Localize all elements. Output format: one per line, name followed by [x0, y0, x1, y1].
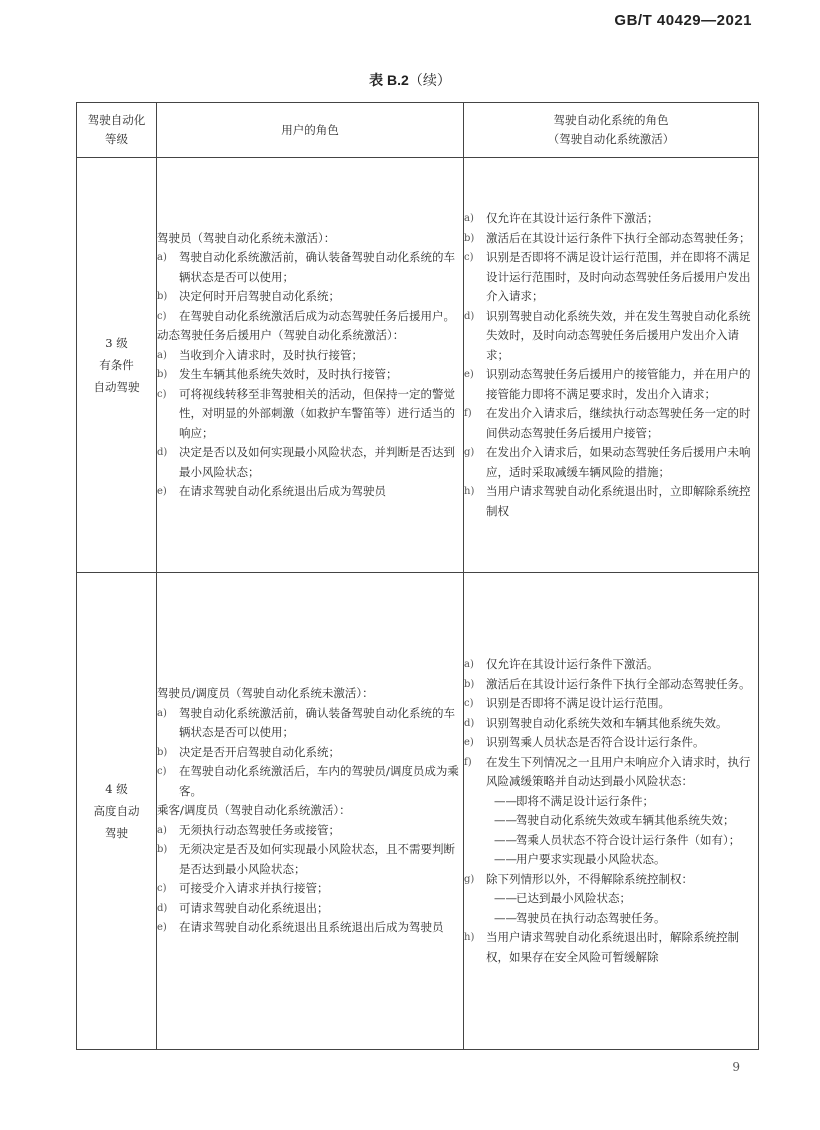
automation-roles-table	[76, 102, 759, 1050]
table-header-row	[77, 103, 759, 158]
list-item-label: e)	[157, 486, 167, 497]
list-item	[464, 209, 758, 229]
list-item	[157, 840, 463, 879]
list-item-label: e)	[157, 922, 167, 934]
header-system-role	[464, 103, 759, 158]
standard-code: GB/T 40429—2021	[614, 12, 752, 29]
level-line: 自动驾驶	[93, 380, 140, 394]
role-heading: 驾驶员/调度员（驾驶自动化系统未激活）：	[157, 686, 374, 701]
list-item-text: 当用户请求驾驶自动化系统退出时，立即解除系统控制权	[486, 484, 751, 518]
list-item	[464, 307, 758, 366]
role-heading: 乘客/调度员（驾驶自动化系统激活）：	[157, 803, 351, 818]
list-item	[157, 821, 463, 841]
list-item-label: h)	[464, 932, 475, 943]
header-user-role: 用户的角色	[157, 103, 464, 158]
list-item	[464, 753, 758, 792]
list-item-text: 在驾驶自动化系统激活后成为动态驾驶任务后援用户。	[179, 308, 455, 323]
table-title	[0, 70, 820, 90]
dash-item-text: 驾驶员在执行动态驾驶任务。	[516, 910, 666, 925]
level-line: 3 级	[105, 336, 128, 350]
list-item-label: f)	[464, 756, 472, 768]
list-item-label: f)	[464, 408, 472, 419]
list-item	[157, 287, 463, 307]
list-item	[157, 899, 463, 919]
list-item	[157, 385, 463, 444]
list-item-text: 无须执行动态驾驶任务或接管；	[179, 822, 340, 837]
dash-item-text: 即将不满足设计运行条件；	[516, 793, 654, 808]
dash-item	[464, 909, 758, 929]
list-item-text: 可接受介入请求并执行接管；	[179, 881, 329, 896]
list-item-label: a)	[157, 824, 167, 836]
list-item-text: 可将视线转移至非驾驶相关的活动，但保持一定的警觉性，对明显的外部刺激（如救护车警笛等）进行适当的响应；	[179, 386, 455, 440]
list-item-label: c)	[157, 883, 167, 895]
user-role-cell	[157, 158, 464, 573]
list-item-label: e)	[464, 369, 474, 380]
list-item-text: 无须决定是否及如何实现最小风险状态，且不需要判断是否达到最小风险状态；	[179, 842, 455, 876]
list-item-text: 决定何时开启驾驶自动化系统；	[179, 289, 340, 303]
list-item	[464, 482, 758, 521]
user-role-cell	[157, 573, 464, 1050]
list-item-label: b)	[157, 844, 168, 856]
list-item	[157, 346, 463, 366]
list-item-label: a)	[157, 349, 167, 361]
list-item-label: b)	[157, 746, 168, 758]
dash-marker: ——	[494, 910, 517, 925]
list-item-text: 识别驾驶自动化系统失效，并在发生驾驶自动化系统失效时，及时向动态驾驶任务后援用户发出介入请求；	[486, 308, 751, 362]
list-item	[464, 870, 758, 890]
system-role-cell	[464, 158, 759, 573]
dash-item	[464, 850, 758, 870]
role-heading: 驾驶员（驾驶自动化系统未激活）：	[157, 230, 336, 245]
list-item	[464, 714, 758, 734]
list-item-label: b)	[464, 678, 475, 690]
dash-item	[464, 831, 758, 851]
dash-marker: ——	[494, 832, 517, 847]
list-item-text: 决定是否以及如何实现最小风险状态，并判断是否达到最小风险状态；	[179, 445, 455, 479]
table-id: 表 B.2	[369, 72, 409, 88]
system-role-cell	[464, 573, 759, 1050]
list-item-label: c)	[464, 698, 474, 709]
level-line: 高度自动	[93, 804, 140, 818]
list-item-text: 在驾驶自动化系统激活后，车内的驾驶员/调度员成为乘客。	[179, 764, 459, 798]
level-cell	[77, 573, 157, 1050]
list-item	[464, 655, 758, 675]
list-item-text: 识别动态驾驶任务后援用户的接管能力，并在用户的接管能力即将不满足要求时，发出介入请求；	[486, 367, 751, 401]
list-item	[157, 365, 463, 385]
list-item-text: 发生车辆其他系统失效时，及时执行接管；	[179, 367, 398, 381]
dash-item	[464, 811, 758, 831]
list-item-label: d)	[157, 447, 168, 458]
list-item-label: g)	[464, 873, 475, 885]
role-heading: 动态驾驶任务后援用户（驾驶自动化系统激活）：	[157, 328, 405, 342]
list-item	[464, 694, 758, 714]
list-item-text: 激活后在其设计运行条件下执行全部动态驾驶任务；	[486, 230, 751, 245]
list-item	[157, 762, 463, 801]
list-item-label: c)	[157, 388, 167, 400]
level-line: 驾驶	[105, 826, 128, 840]
dash-item-text: 驾驶自动化系统失效或车辆其他系统失效；	[516, 813, 735, 827]
list-item-label: b)	[157, 291, 168, 302]
list-item-text: 驾驶自动化系统激活前，确认装备驾驶自动化系统的车辆状态是否可以使用；	[179, 250, 455, 284]
list-item-label: a)	[157, 252, 167, 263]
dash-item-text: 已达到最小风险状态；	[516, 891, 631, 905]
list-item	[157, 482, 463, 502]
list-item-text: 驾驶自动化系统激活前，确认装备驾驶自动化系统的车辆状态是否可以使用；	[179, 705, 455, 740]
list-item	[157, 248, 463, 287]
list-item	[464, 443, 758, 482]
list-item	[157, 443, 463, 482]
list-item-label: a)	[464, 213, 474, 224]
dash-marker: ——	[494, 852, 517, 866]
list-item-label: a)	[157, 707, 167, 719]
list-item-text: 识别驾驶自动化系统失效和车辆其他系统失效。	[486, 715, 728, 730]
table-row-level-3	[77, 158, 759, 573]
list-item-text: 识别驾乘人员状态是否符合设计运行条件。	[486, 735, 705, 749]
list-item-label: g)	[464, 447, 475, 458]
header-system-role-line2: （驾驶自动化系统激活）	[547, 132, 675, 146]
list-item	[464, 733, 758, 753]
dash-item-text: 用户要求实现最小风险状态。	[516, 852, 666, 866]
dash-marker: ——	[494, 813, 517, 827]
list-item-text: 在发出介入请求后，如果动态驾驶任务后援用户未响应，适时采取减缓车辆风险的措施；	[486, 445, 751, 479]
list-item	[464, 675, 758, 695]
level-line: 4 级	[105, 782, 128, 796]
page-number: 9	[732, 1060, 740, 1074]
list-item-text: 当用户请求驾驶自动化系统退出时，解除系统控制权，如果存在安全风险可暂缓解除	[486, 930, 739, 964]
dash-marker: ——	[494, 793, 517, 808]
list-item	[464, 404, 758, 443]
list-item-text: 除下列情形以外，不得解除系统控制权：	[486, 871, 693, 886]
list-item	[464, 229, 758, 249]
table-row-level-4	[77, 573, 759, 1050]
list-item-text: 可请求驾驶自动化系统退出；	[179, 900, 329, 915]
list-item-label: c)	[464, 252, 474, 263]
list-item-label: c)	[157, 310, 167, 322]
list-item-label: d)	[157, 902, 168, 914]
list-item-label: d)	[464, 310, 475, 322]
table-title-suffix: （续）	[408, 73, 451, 89]
list-item	[157, 918, 463, 938]
header-system-role-line1: 驾驶自动化系统的角色	[553, 113, 669, 127]
list-item-text: 识别是否即将不满足设计运行范围。	[486, 696, 670, 710]
list-item	[157, 743, 463, 763]
list-item-label: a)	[464, 659, 474, 670]
level-cell	[77, 158, 157, 573]
list-item-text: 在发生下列情况之一且用户未响应介入请求时，执行风险减缓策略并自动达到最小风险状态：	[486, 754, 751, 788]
list-item	[464, 928, 758, 967]
level-line: 有条件	[99, 358, 134, 372]
header-level-line2: 等级	[105, 132, 128, 146]
list-item	[464, 248, 758, 307]
list-item-label: b)	[157, 369, 168, 380]
list-item-label: e)	[464, 737, 474, 748]
list-item-text: 决定是否开启驾驶自动化系统；	[179, 744, 340, 759]
list-item-label: d)	[464, 717, 475, 729]
header-level	[77, 103, 157, 158]
list-item	[157, 879, 463, 899]
list-item-text: 仅允许在其设计运行条件下激活；	[486, 211, 659, 225]
dash-item	[464, 792, 758, 812]
list-item-text: 在请求驾驶自动化系统退出后成为驾驶员	[179, 484, 386, 498]
list-item-text: 在发出介入请求后，继续执行动态驾驶任务一定的时间供动态驾驶任务后援用户接管；	[486, 406, 751, 440]
list-item-label: h)	[464, 486, 475, 497]
list-item-text: 激活后在其设计运行条件下执行全部动态驾驶任务。	[486, 676, 751, 691]
list-item-text: 在请求驾驶自动化系统退出且系统退出后成为驾驶员	[179, 920, 444, 935]
dash-marker: ——	[494, 891, 517, 905]
list-item	[157, 704, 463, 743]
list-item-text: 当收到介入请求时，及时执行接管；	[179, 347, 363, 362]
list-item-text: 识别是否即将不满足设计运行范围，并在即将不满足设计运行范围时，及时向动态驾驶任务后援用户发出介入请求；	[486, 250, 751, 303]
list-item	[464, 365, 758, 404]
list-item	[157, 307, 463, 327]
list-item-label: b)	[464, 232, 475, 244]
list-item-label: c)	[157, 766, 167, 778]
list-item-text: 仅允许在其设计运行条件下激活。	[486, 657, 659, 671]
dash-item	[464, 889, 758, 909]
header-level-line1: 驾驶自动化	[87, 113, 146, 127]
dash-item-text: 驾乘人员状态不符合设计运行条件（如有）；	[516, 832, 741, 847]
